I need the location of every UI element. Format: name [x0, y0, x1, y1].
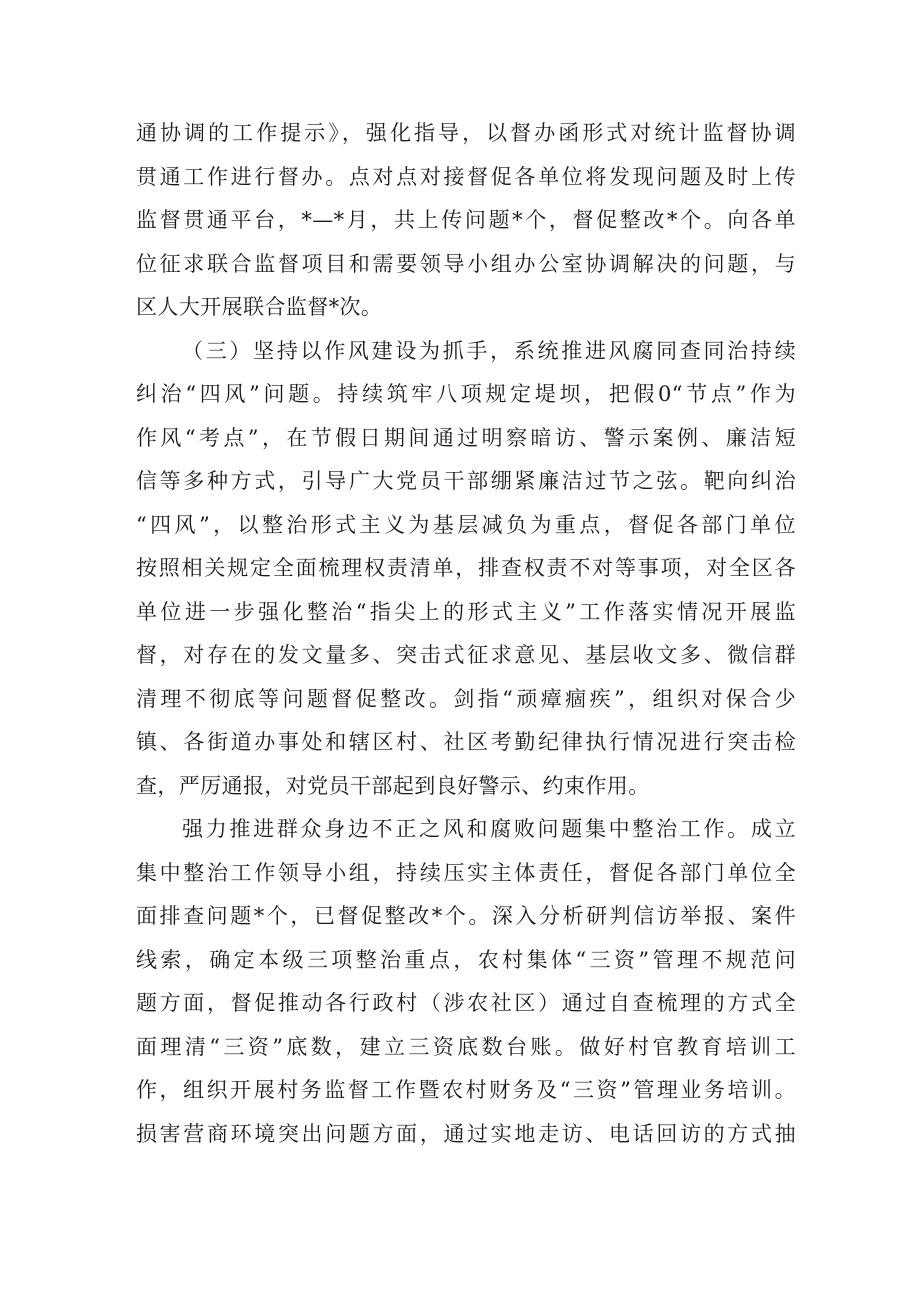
section-heading-line: （三）坚持以作风建设为抓手，系统推进风腐同查同治持续 [182, 338, 796, 363]
text-line: 题方面，督促推动各行政村（涉农社区）通过自查梳理的方式全 [136, 991, 796, 1015]
text-line: 位征求联合监督项目和需要领导小组办公室协调解决的问题，与 [136, 251, 796, 276]
text-line: 镇、各街道办事处和辖区村、社区考勤纪律执行情况进行突击检 [136, 730, 796, 754]
text-line: 区人大开展联合监督*次。 [136, 295, 383, 319]
text-line: 面理清“三资”底数，建立三资底数台账。做好村官教育培训工 [136, 1034, 796, 1059]
text-line: 线索，确定本级三项整治重点，农村集体“三资”管理不规范问 [136, 947, 796, 972]
text-line: 作风“考点”，在节假日期间通过明察暗访、警示案例、廉洁短 [136, 425, 796, 450]
text-line: 作，组织开展村务监督工作暨农村财务及“三资”管理业务培训。 [136, 1078, 796, 1102]
paragraph-work-style [136, 330, 796, 809]
text-line: 集中整治工作领导小组，持续压实主体责任，督促各部门单位全 [136, 860, 796, 885]
text-line: 监督贯通平台，*—*月，共上传问题*个，督促整改*个。向各单 [136, 208, 796, 232]
text-line: 督，对存在的发文量多、突击式征求意见、基层收文多、微信群 [136, 643, 796, 667]
paragraph-statistics-supervision [136, 112, 796, 330]
paragraph-rectification [136, 808, 796, 1156]
text-line: 强力推进群众身边不正之风和腐败问题集中整治工作。成立 [182, 817, 796, 841]
text-line: 贯通工作进行督办。点对点对接督促各单位将发现问题及时上传 [136, 164, 796, 189]
text-line: 纠治“四风”问题。持续筑牢八项规定堤坝，把假0“节点”作为 [136, 382, 796, 406]
text-line: 损害营商环境突出问题方面，通过实地走访、电话回访的方式抽 [136, 1121, 796, 1146]
text-line: 单位进一步强化整治“指尖上的形式主义”工作落实情况开展监 [136, 599, 796, 624]
text-line: 清理不彻底等问题督促整改。剑指“顽瘴痼疾”，组织对保合少 [136, 686, 796, 711]
text-line: 面排查问题*个，已督促整改*个。深入分析研判信访举报、案件 [136, 904, 796, 928]
text-line: 按照相关规定全面梳理权责清单，排查权责不对等事项，对全区各 [136, 556, 796, 580]
text-line: 查，严厉通报，对党员干部起到良好警示、约束作用。 [136, 773, 650, 798]
text-line: 通协调的工作提示》，强化指导，以督办函形式对统计监督协调 [136, 121, 796, 145]
text-line: 信等多种方式，引导广大党员干部绷紧廉洁过节之弦。靶向纠治 [136, 469, 796, 493]
document-body [136, 112, 796, 1156]
text-line: “四风”，以整治形式主义为基层减负为重点，督促各部门单位 [136, 512, 796, 537]
